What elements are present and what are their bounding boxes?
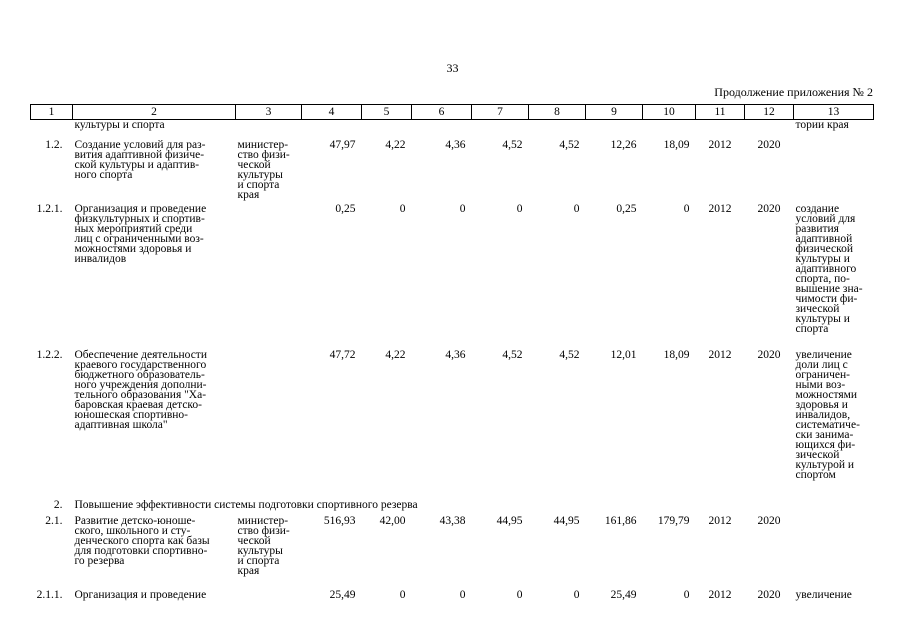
end-year: 2020 — [757, 589, 781, 601]
end-year: 2020 — [757, 349, 781, 361]
start-year: 2012 — [708, 139, 732, 151]
col-header: 8 — [529, 105, 586, 120]
end-year: 2020 — [757, 515, 781, 527]
expected-result: тории края — [795, 119, 849, 131]
row-code: 1.2.1. — [36, 203, 63, 215]
row-code: 2.1.1. — [36, 589, 63, 601]
activity-name: Обеспечение деятельности краевого государственного бюджетного образователь- ного учреждения дополни- тельного образования "Ха- баровская краевая детско- юношеская спортивно- адаптивная школа" — [74, 349, 207, 431]
funding-total: 0,25 — [335, 203, 356, 215]
col-header: 1 — [31, 105, 73, 120]
col-header: 3 — [236, 105, 302, 120]
end-year: 2020 — [757, 203, 781, 215]
expected-result — [794, 514, 874, 588]
funding-value: 4,52 — [502, 139, 523, 151]
row-code: 2. — [53, 499, 63, 511]
continuation-note: Продолжение приложения № 2 — [714, 85, 873, 99]
funding-value: 161,86 — [604, 515, 637, 527]
executor — [236, 202, 302, 348]
funding-value: 18,09 — [663, 349, 690, 361]
funding-value: 44,95 — [496, 515, 523, 527]
activity-name: Организация и проведение — [74, 589, 207, 601]
col-header: 9 — [586, 105, 643, 120]
funding-value: 0 — [573, 589, 580, 601]
start-year: 2012 — [708, 589, 732, 601]
page-number: 33 — [446, 61, 459, 75]
col-header: 12 — [745, 105, 794, 120]
funding-value: 0,25 — [616, 203, 637, 215]
funding-value: 0 — [683, 589, 690, 601]
section-title: Повышение эффективности системы подготовки спортивного резерва — [74, 499, 418, 511]
executor — [236, 588, 302, 604]
col-header: 10 — [643, 105, 696, 120]
funding-total: 47,97 — [329, 139, 356, 151]
funding-value: 0 — [459, 203, 466, 215]
funding-value: 4,52 — [502, 349, 523, 361]
funding-value: 12,01 — [610, 349, 637, 361]
funding-value: 0 — [683, 203, 690, 215]
funding-value: 25,49 — [610, 589, 637, 601]
funding-value: 4,36 — [445, 349, 466, 361]
activity-name: Создание условий для раз- вития адаптивной физиче- ской культуры и адаптив- ного спорта — [74, 139, 206, 181]
executor — [236, 348, 302, 498]
table-row — [31, 134, 874, 202]
funding-value: 44,95 — [553, 515, 580, 527]
table-row — [31, 202, 874, 348]
funding-value: 4,22 — [385, 139, 406, 151]
header-row — [31, 105, 874, 120]
expected-result: создание условий для развития адаптивной физической культуры и адаптивного спорта, по- вышение зна- чимости фи- зической культуры и спорта — [795, 203, 863, 335]
funding-value: 0 — [573, 203, 580, 215]
row-code: 2.1. — [45, 515, 63, 527]
funding-value: 0 — [459, 589, 466, 601]
col-header: 4 — [302, 105, 362, 120]
table-row — [31, 588, 874, 604]
activity-name: Развитие детско-юноше- ского, школьного и сту- денческого спорта как базы для подготовки спортивно- го резерва — [74, 515, 210, 567]
activity-name: Организация и проведение физкультурных и спортив- ных мероприятий среди лиц с ограниченными воз- можностями здоровья и инвалидов — [74, 203, 207, 265]
col-header: 7 — [472, 105, 529, 120]
section-row — [31, 498, 874, 514]
expected-result: увеличение — [795, 589, 852, 601]
funding-value: 0 — [516, 589, 523, 601]
end-year: 2020 — [757, 139, 781, 151]
funding-total: 25,49 — [329, 589, 356, 601]
col-header: 13 — [794, 105, 874, 120]
program-table — [30, 104, 874, 604]
col-header: 6 — [412, 105, 472, 120]
start-year: 2012 — [708, 515, 732, 527]
row-code: 1.2. — [45, 139, 63, 151]
funding-value: 0 — [399, 589, 406, 601]
funding-value: 4,22 — [385, 349, 406, 361]
funding-value: 43,38 — [439, 515, 466, 527]
executor: министер- ство физи- ческой культуры и спорта края — [237, 139, 290, 201]
table-row — [31, 120, 874, 135]
funding-value: 18,09 — [663, 139, 690, 151]
col-header: 2 — [73, 105, 236, 120]
funding-value: 0 — [516, 203, 523, 215]
expected-result — [794, 134, 874, 202]
funding-total: 516,93 — [323, 515, 356, 527]
funding-value: 4,52 — [559, 349, 580, 361]
executor: министер- ство физи- ческой культуры и спорта края — [237, 515, 290, 577]
row-code: 1.2.2. — [36, 349, 63, 361]
col-header: 11 — [696, 105, 745, 120]
funding-value: 42,00 — [379, 515, 406, 527]
funding-value: 0 — [399, 203, 406, 215]
col-header: 5 — [362, 105, 412, 120]
funding-total: 47,72 — [329, 349, 356, 361]
funding-value: 179,79 — [657, 515, 690, 527]
funding-value: 12,26 — [610, 139, 637, 151]
funding-value: 4,52 — [559, 139, 580, 151]
funding-value: 4,36 — [445, 139, 466, 151]
start-year: 2012 — [708, 203, 732, 215]
activity-name: культуры и спорта — [74, 119, 165, 131]
table-row — [31, 514, 874, 588]
expected-result: увеличение доли лиц с ограничен- ными воз- можностями здоровья и инвалидов, систематиче- ски занима- ющихся фи- зической культурой и спортом — [795, 349, 860, 481]
start-year: 2012 — [708, 349, 732, 361]
table-row — [31, 348, 874, 498]
